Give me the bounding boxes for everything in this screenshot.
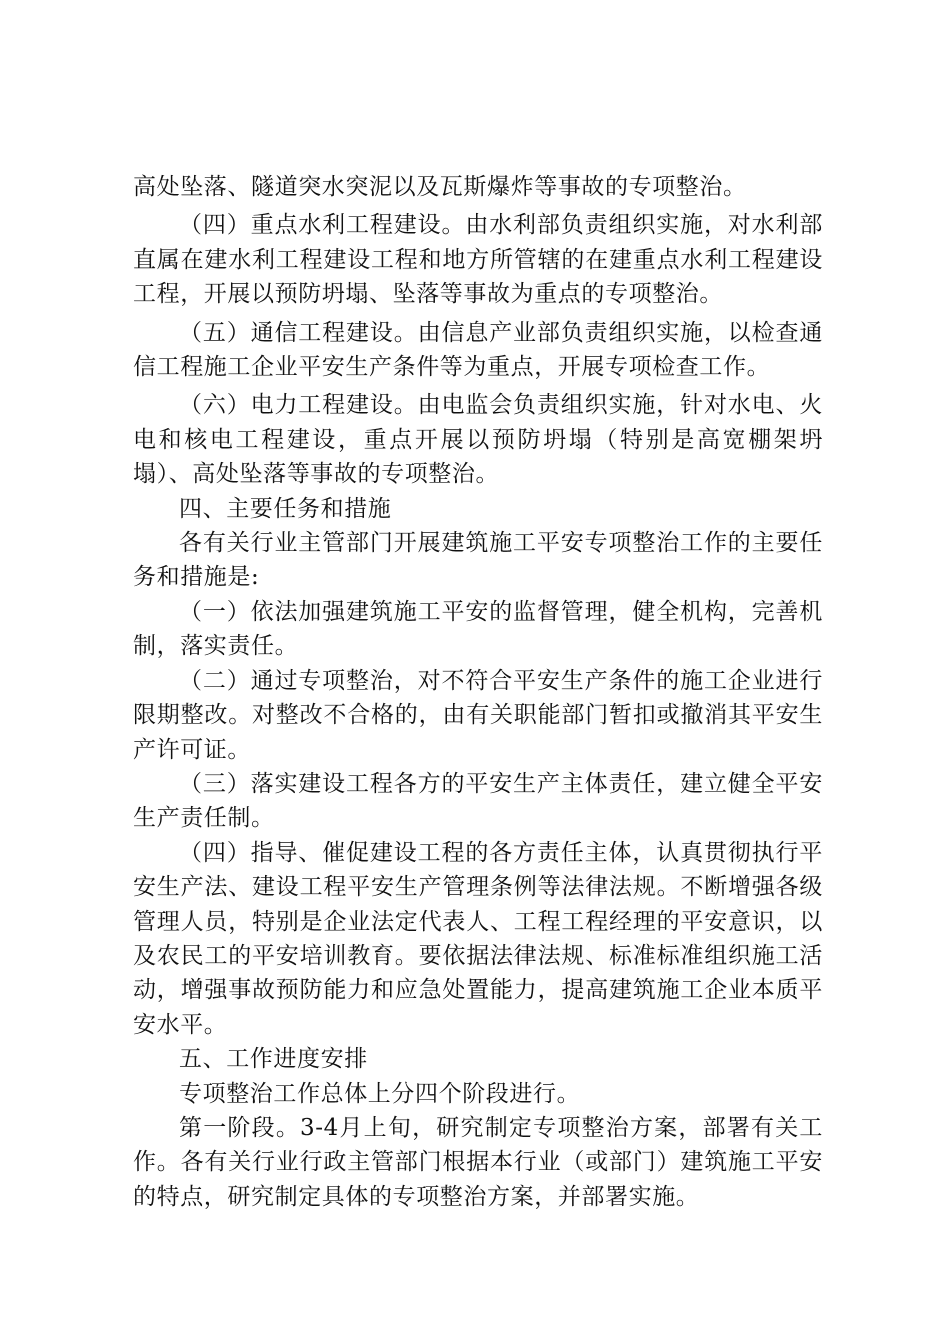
paragraph-continued: 高处坠落、隧道突水突泥以及瓦斯爆炸等事故的专项整治。 (133, 174, 747, 200)
paragraph-schedule-intro: 专项整治工作总体上分四个阶段进行。 (179, 1080, 581, 1107)
section-heading-schedule: 五、工作进度安排 (179, 1046, 368, 1073)
paragraph-main-tasks-intro: 各有关行业主管部门开展建筑施工平安专项整治工作的主要任务和措施是: (133, 530, 823, 591)
paragraph-communications: （五）通信工程建设。由信息产业部负责组织实施，以检查通信工程施工企业平安生产条件等为重点，开展专项检查工作。 (133, 319, 823, 381)
paragraph-task-one: （一）依法加强建筑施工平安的监督管理，健全机构，完善机制，落实责任。 (133, 598, 823, 660)
paragraph-task-four: （四）指导、催促建设工程的各方责任主体，认真贯彻执行平安生产法、建设工程平安生产管理条例等法律法规。不断增强各级管理人员，特别是企业法定代表人、工程工程经理的平安意识，以及农民工的平安培训教育。要依据法律法规、标准标准组织施工活动，增强事故预防能力和应急处置能力，提高建筑施工企业本质平安水平。 (133, 839, 823, 1038)
document-body (133, 170, 823, 1214)
section-heading-main-tasks: 四、主要任务和措施 (179, 495, 392, 522)
paragraph-water-conservancy: （四）重点水利工程建设。由水利部负责组织实施，对水利部直属在建水利工程建设工程和地方所管辖的在建重点水利工程建设工程，开展以预防坍塌、坠落等事故为重点的专项整治。 (133, 212, 823, 308)
paragraph-task-two: （二）通过专项整治，对不符合平安生产条件的施工企业进行限期整改。对整改不合格的，由有关职能部门暂扣或撤消其平安生产许可证。 (133, 667, 823, 763)
paragraph-electric-power: （六）电力工程建设。由电监会负责组织实施，针对水电、火电和核电工程建设，重点开展以预防坍塌（特别是高宽棚架坍塌）、高处坠落等事故的专项整治。 (133, 392, 823, 488)
paragraph-task-three: （三）落实建设工程各方的平安生产主体责任，建立健全平安生产责任制。 (133, 770, 823, 832)
paragraph-stage-one: 第一阶段。3-4月上旬，研究制定专项整治方案，部署有关工作。各有关行业行政主管部门根据本行业（或部门）建筑施工平安的特点，研究制定具体的专项整治方案，并部署实施。 (133, 1114, 823, 1210)
